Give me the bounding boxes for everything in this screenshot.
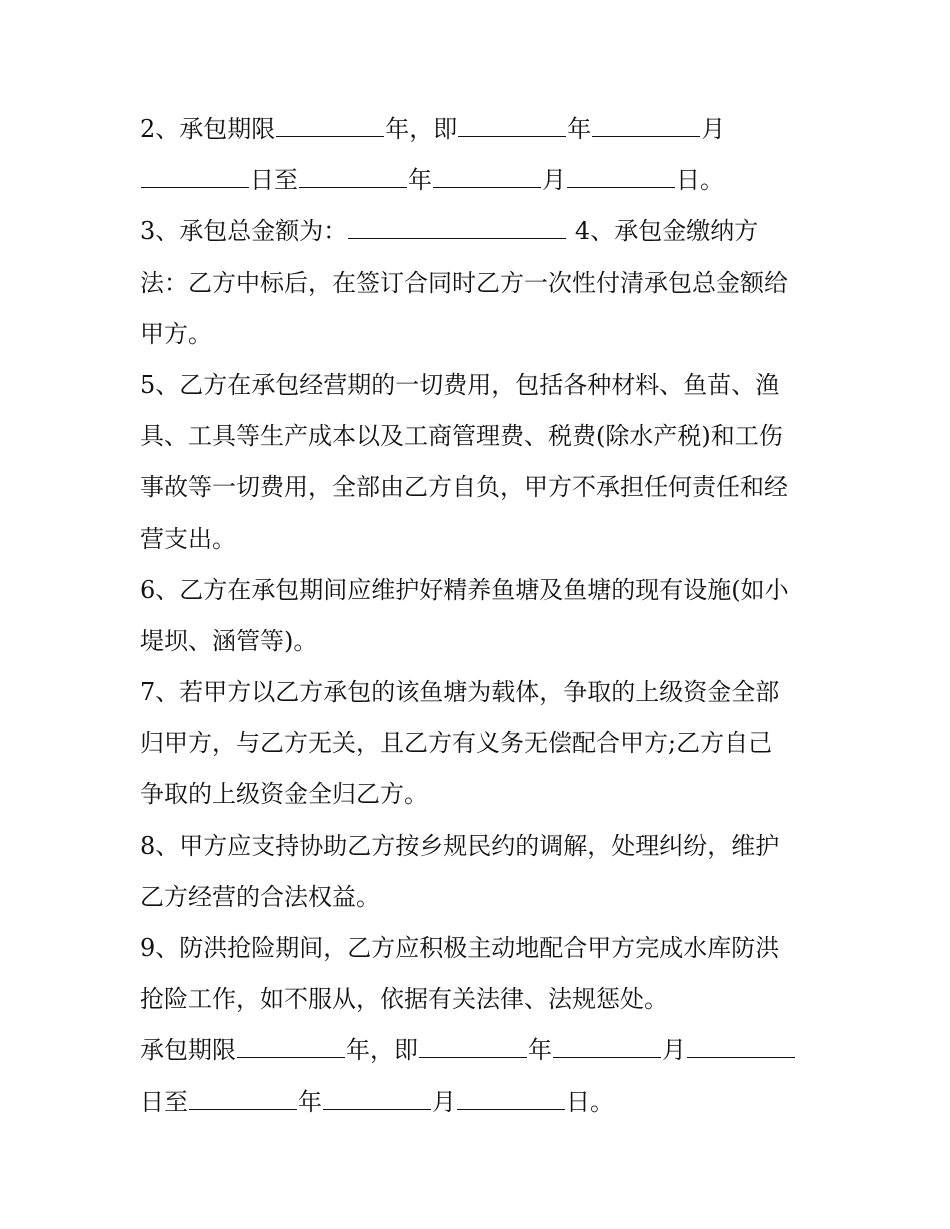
start-day-blank[interactable] bbox=[141, 165, 249, 188]
day-end-text: 日。 bbox=[676, 166, 724, 195]
term-month-text: 月 bbox=[662, 1036, 686, 1065]
item7-line3: 争取的上级资金全归乙方。 bbox=[140, 780, 428, 809]
item3-line bbox=[140, 206, 820, 257]
item5-line2: 具、工具等生产成本以及工商管理费、税费(除水产税)和工伤 bbox=[140, 422, 783, 451]
term-years-blank[interactable] bbox=[276, 114, 384, 137]
end-day-blank[interactable] bbox=[567, 165, 675, 188]
start-year-blank[interactable] bbox=[458, 114, 566, 137]
item4-line3: 甲方。 bbox=[140, 319, 212, 348]
term-label: 承包期限 bbox=[140, 1036, 236, 1065]
month-text: 月 bbox=[542, 166, 566, 195]
term2-years-blank[interactable] bbox=[237, 1035, 345, 1058]
contract-body bbox=[140, 104, 820, 1128]
item4-start: 4、承包金缴纳方 bbox=[574, 217, 759, 246]
item3-text: 3、承包总金额为： bbox=[140, 217, 348, 246]
item7-line1: 7、若甲方以乙方承包的该鱼塘为载体，争取的上级资金全部 bbox=[140, 678, 780, 707]
item2-line2 bbox=[140, 155, 820, 206]
term-year-unit: 年，即 bbox=[346, 1036, 418, 1065]
item5-line4: 营支出。 bbox=[140, 524, 236, 553]
month-text: 月 bbox=[701, 115, 726, 143]
year-text: 年 bbox=[567, 115, 592, 143]
term-day-end: 日。 bbox=[566, 1087, 614, 1116]
item2-line1 bbox=[140, 104, 820, 155]
item6-line2: 堤坝、涵管等)。 bbox=[140, 626, 318, 655]
term2-end-month-blank[interactable] bbox=[323, 1087, 431, 1110]
end-year-blank[interactable] bbox=[299, 165, 407, 188]
item5-line3: 事故等一切费用，全部由乙方自负，甲方不承担任何责任和经 bbox=[140, 473, 788, 502]
item5-line1: 5、乙方在承包经营期的一切费用，包括各种材料、鱼苗、渔 bbox=[140, 370, 780, 399]
total-amount-blank[interactable] bbox=[348, 216, 566, 239]
item9-line1: 9、防洪抢险期间，乙方应积极主动地配合甲方完成水库防洪 bbox=[140, 934, 780, 962]
term2-end-year-blank[interactable] bbox=[189, 1087, 297, 1110]
item8-line1: 8、甲方应支持协助乙方按乡规民约的调解，处理纠纷，维护 bbox=[140, 831, 780, 860]
term2-end-day-blank[interactable] bbox=[457, 1087, 565, 1110]
term2-start-day-blank[interactable] bbox=[687, 1035, 795, 1058]
item8-line2: 乙方经营的合法权益。 bbox=[140, 882, 380, 911]
item6-line1: 6、乙方在承包期间应维护好精养鱼塘及鱼塘的现有设施(如小 bbox=[140, 575, 789, 604]
year-text: 年 bbox=[408, 166, 432, 195]
term-line2 bbox=[140, 1077, 820, 1128]
start-month-blank[interactable] bbox=[592, 114, 700, 137]
term-year-text: 年 bbox=[298, 1087, 322, 1116]
term-day-to: 日至 bbox=[140, 1087, 188, 1116]
item4-line2: 法：乙方中标后，在签订合同时乙方一次性付清承包总金额给 bbox=[140, 268, 788, 297]
term-month-text: 月 bbox=[432, 1087, 456, 1116]
item2-number: 2、 bbox=[140, 115, 180, 143]
year-unit-text: 年，即 bbox=[385, 115, 458, 143]
term-line1 bbox=[140, 1025, 820, 1076]
end-month-blank[interactable] bbox=[433, 165, 541, 188]
item7-line2: 归甲方，与乙方无关，且乙方有义务无偿配合甲方;乙方自己 bbox=[140, 729, 773, 758]
term2-start-year-blank[interactable] bbox=[419, 1035, 527, 1058]
item2-label: 承包期限 bbox=[179, 115, 276, 143]
item9-line2: 抢险工作，如不服从，依据有关法律、法规惩处。 bbox=[140, 985, 668, 1014]
day-to-text: 日至 bbox=[250, 166, 298, 195]
term-year-text: 年 bbox=[528, 1036, 552, 1065]
term2-start-month-blank[interactable] bbox=[553, 1035, 661, 1058]
